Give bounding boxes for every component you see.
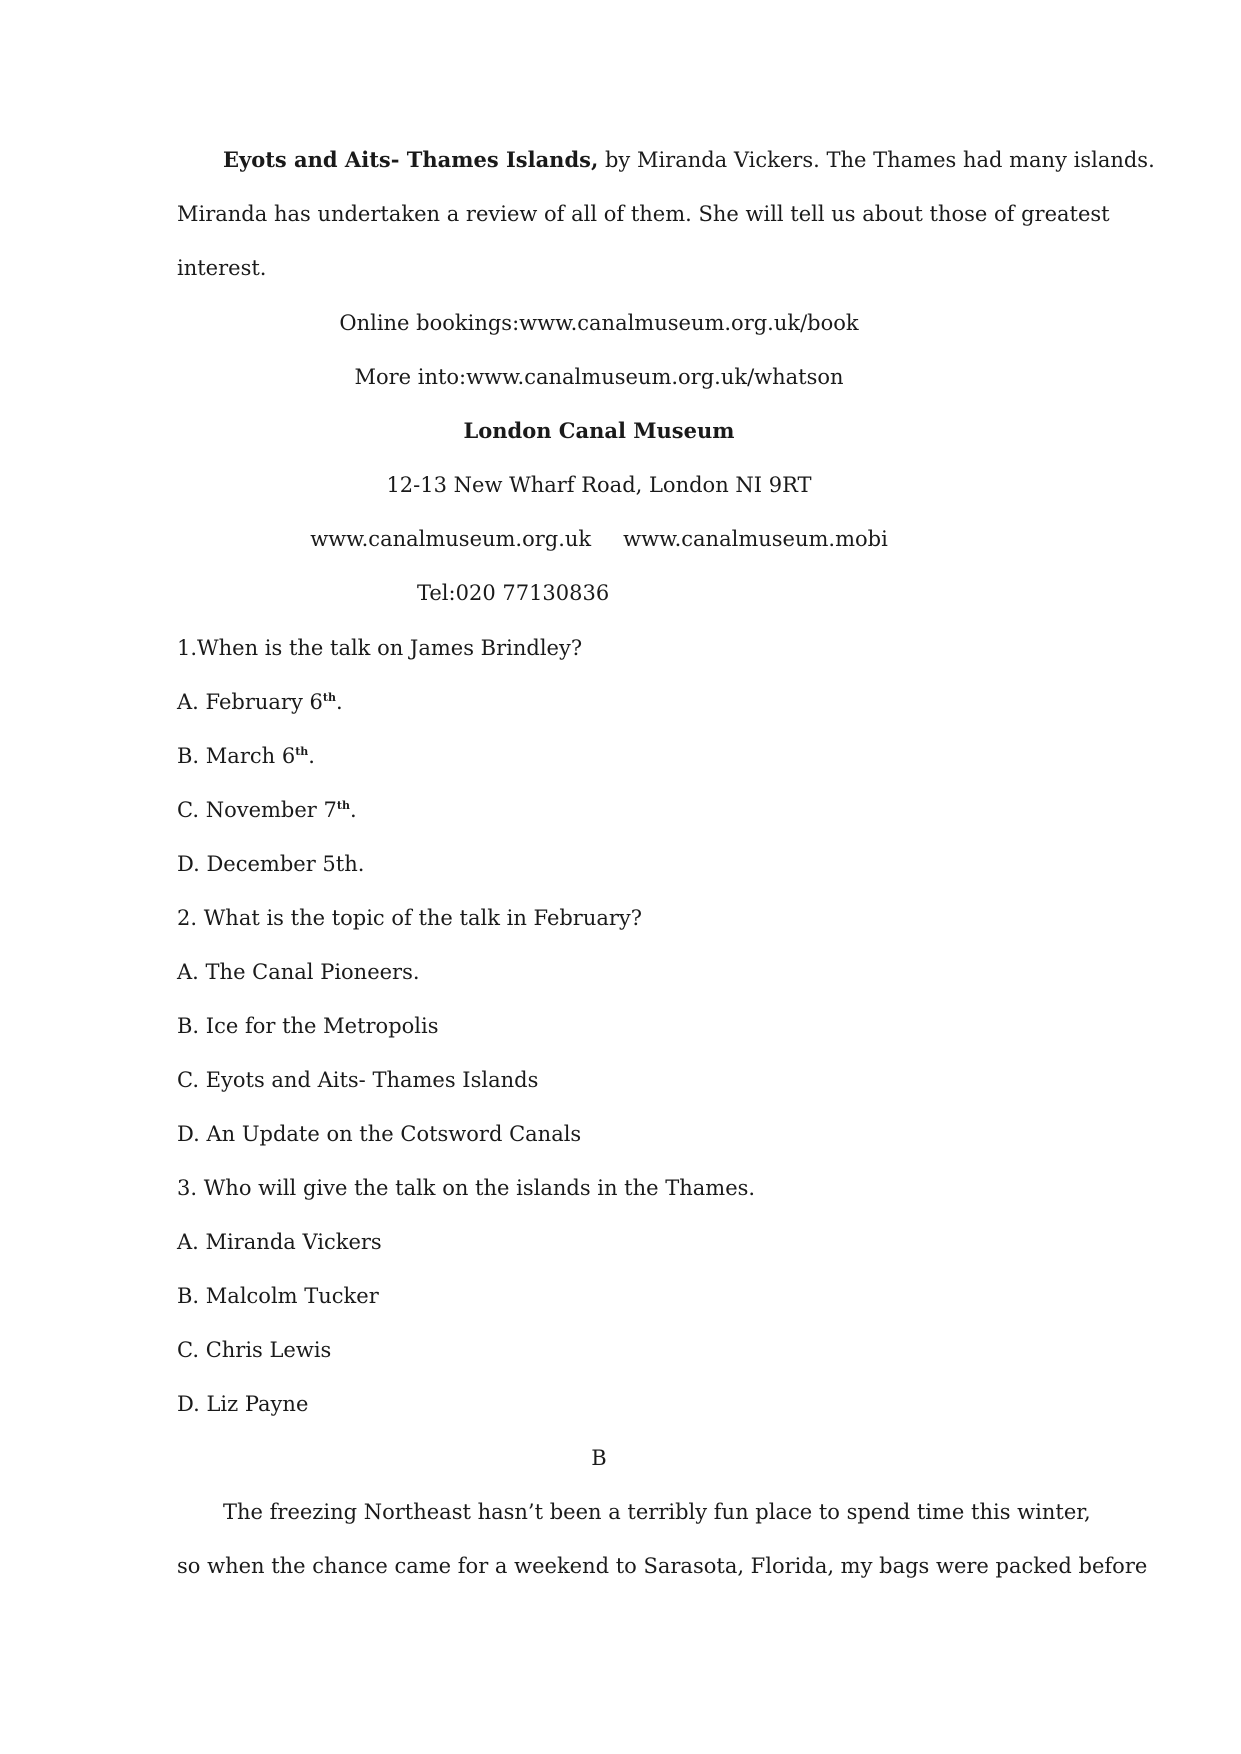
question-1-stem: 1.When is the talk on James Brindley? bbox=[177, 636, 583, 660]
talk-description: by Miranda Vickers. The Thames had many islands. bbox=[598, 148, 1155, 172]
passage-b-line-2: so when the chance came for a weekend to Sarasota, Florida, my bags were packed before bbox=[177, 1554, 1148, 1578]
question-3-option-d: D. Liz Payne bbox=[177, 1392, 309, 1416]
more-info: More into:www.canalmuseum.org.uk/whatson bbox=[354, 365, 844, 389]
passage-a-line-2: Miranda has undertaken a review of all of them. She will tell us about those of greatest bbox=[177, 202, 1110, 226]
passage-a-line-3: interest. bbox=[177, 256, 267, 280]
museum-telephone: Tel:020 77130836 bbox=[417, 581, 610, 605]
question-2-option-a: A. The Canal Pioneers. bbox=[177, 960, 420, 984]
question-2-stem: 2. What is the topic of the talk in February? bbox=[177, 906, 643, 930]
question-3-stem: 3. Who will give the talk on the islands in the Thames. bbox=[177, 1176, 756, 1200]
question-2-option-d: D. An Update on the Cotsword Canals bbox=[177, 1122, 582, 1146]
website-1: www.canalmuseum.org.uk bbox=[310, 527, 592, 551]
online-bookings: Online bookings:www.canalmuseum.org.uk/book bbox=[339, 311, 859, 335]
question-1-option-a: A. February 6th. bbox=[177, 690, 343, 714]
talk-title: Eyots and Aits- Thames Islands, bbox=[223, 147, 599, 172]
website-2: www.canalmuseum.mobi bbox=[623, 527, 888, 551]
museum-websites bbox=[0, 525, 1198, 553]
question-1-option-d: D. December 5th. bbox=[177, 852, 365, 876]
passage-a-line-1 bbox=[223, 146, 1155, 174]
question-1-option-b: B. March 6th. bbox=[177, 744, 315, 768]
question-3-option-c: C. Chris Lewis bbox=[177, 1338, 332, 1362]
section-b-heading: B bbox=[591, 1446, 607, 1470]
question-2-option-b: B. Ice for the Metropolis bbox=[177, 1014, 439, 1038]
question-2-option-c: C. Eyots and Aits- Thames Islands bbox=[177, 1068, 539, 1092]
museum-name: London Canal Museum bbox=[463, 418, 735, 443]
question-3-option-b: B. Malcolm Tucker bbox=[177, 1284, 379, 1308]
question-3-option-a: A. Miranda Vickers bbox=[177, 1230, 382, 1254]
museum-address: 12-13 New Wharf Road, London NI 9RT bbox=[386, 473, 812, 497]
question-1-option-c: C. November 7th. bbox=[177, 798, 357, 822]
passage-b-line-1: The freezing Northeast hasn’t been a terribly fun place to spend time this winter, bbox=[223, 1500, 1091, 1524]
